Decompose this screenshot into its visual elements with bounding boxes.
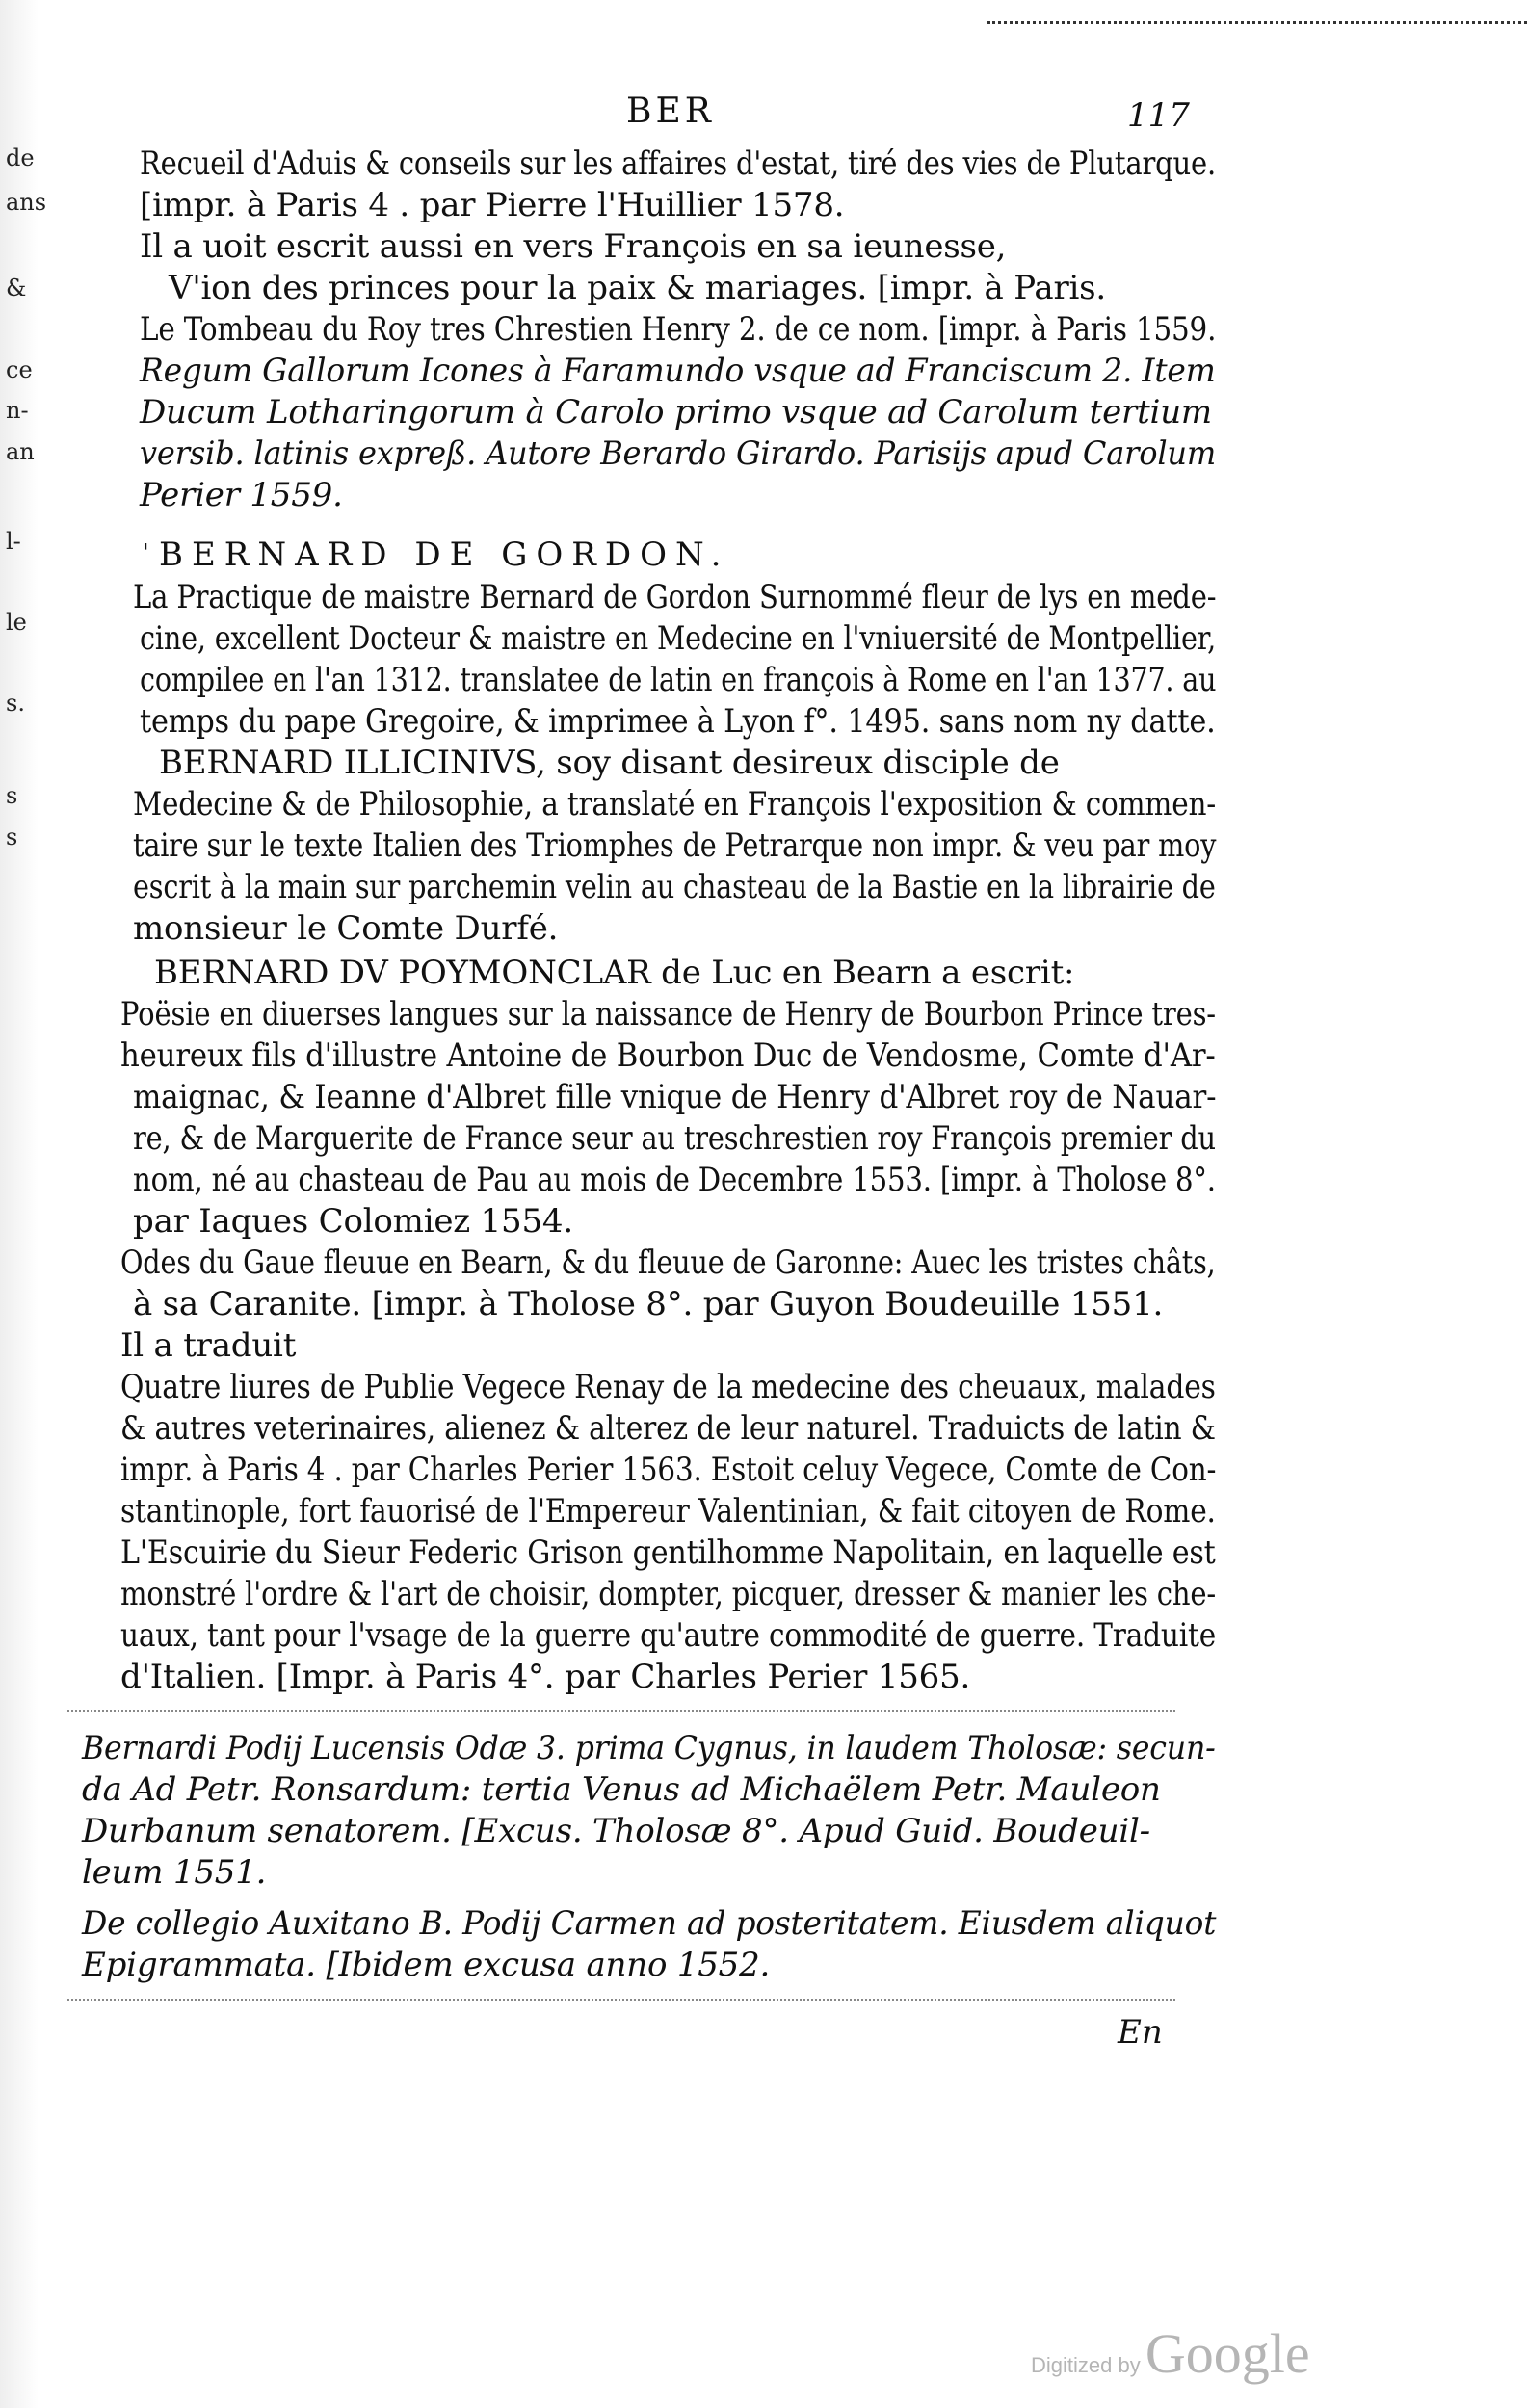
catchword: En (1118, 2013, 1163, 2052)
text-line: maignac, & Ieanne d'Albret fille vnique de Henry d'Albret roy de Nauar- (133, 1078, 1217, 1116)
text-line: leum 1551. (82, 1853, 267, 1892)
digitized-watermark (1031, 2321, 1310, 2386)
text-line: re, & de Marguerite de France seur au treschrestien roy François premier du (133, 1119, 1216, 1158)
text-line: monstré l'ordre & l'art de choisir, dompter, picquer, dresser & manier les che- (120, 1575, 1217, 1613)
text-line: Medecine & de Philosophie, a translaté en François l'exposition & commen- (133, 785, 1217, 824)
text-line: versib. latinis expreß. Autore Berardo Girardo. Parisijs apud Carolum (140, 434, 1217, 473)
text-line: Il a traduit (120, 1326, 297, 1365)
text-line: Le Tombeau du Roy tres Chrestien Henry 2. de ce nom. [impr. à Paris 1559. (140, 310, 1217, 349)
text-line: compilee en l'an 1312. translatee de latin en françois à Rome en l'an 1377. au (140, 661, 1217, 699)
text-line: Quatre liures de Publie Vegece Renay de la medecine des cheuaux, malades (120, 1368, 1216, 1406)
text-line: Odes du Gaue fleuue en Bearn, & du fleuue de Garonne: Auec les tristes châts, (120, 1243, 1216, 1282)
text-line: V'ion des princes pour la paix & mariages. [impr. à Paris. (169, 269, 1107, 307)
text-line: La Practique de maistre Bernard de Gordon Surnommé fleur de lys en mede- (133, 578, 1217, 616)
text-line: Durbanum senatorem. [Excus. Tholosæ 8°. Apud Guid. Boudeuil- (82, 1812, 1150, 1850)
section-heading: BERNARD ILLICINIVS, soy disant desireux disciple de (159, 744, 1060, 782)
margin-fragment: an (6, 438, 35, 465)
margin-fragment: & (6, 275, 27, 301)
text-line: d'Italien. [Impr. à Paris 4°. par Charles Perier 1565. (120, 1658, 971, 1696)
text-line: uaux, tant pour l'vsage de la guerre qu'autre commodité de guerre. Traduite (120, 1616, 1217, 1655)
faint-rule (67, 1710, 1175, 1712)
text-line: temps du pape Gregoire, & imprimee à Lyon f°. 1495. sans nom ny datte. (140, 702, 1216, 741)
text-line: Perier 1559. (140, 476, 343, 514)
margin-fragment: s (6, 824, 18, 851)
text-line: impr. à Paris 4 . par Charles Perier 1563. Estoit celuy Vegece, Comte de Con- (120, 1451, 1217, 1489)
margin-fragment: le (6, 609, 27, 636)
text-line: à sa Caranite. [impr. à Tholose 8°. par Guyon Boudeuille 1551. (133, 1285, 1164, 1323)
text-line: nom, né au chasteau de Pau au mois de Decembre 1553. [impr. à Tholose 8°. (133, 1161, 1216, 1199)
section-heading: BERNARD DE GORDON. (159, 536, 730, 574)
text-line: stantinople, fort fauorisé de l'Empereur Valentinian, & fait citoyen de Rome. (120, 1492, 1216, 1531)
text-line: Regum Gallorum Icones à Faramundo vsque ad Franciscum 2. Item (140, 352, 1216, 390)
margin-fragment: s. (6, 690, 25, 717)
watermark-brand: Google (1145, 2322, 1310, 2385)
margin-fragment: s (6, 782, 18, 809)
text-line: Bernardi Podij Lucensis Odæ 3. prima Cygnus, in laudem Tholosæ: secun- (82, 1729, 1216, 1767)
text-line: da Ad Petr. Ronsardum: tertia Venus ad Michaëlem Petr. Mauleon (82, 1770, 1161, 1809)
section-heading: BERNARD DV POYMONCLAR de Luc en Bearn a escrit: (154, 954, 1075, 992)
tick-mark: ' (143, 539, 149, 566)
watermark-prefix: Digitized by (1031, 2353, 1141, 2377)
text-line: L'Escuirie du Sieur Federic Grison gentilhomme Napolitain, en laquelle est (120, 1533, 1216, 1572)
torn-top-edge (987, 0, 1527, 24)
text-line: escrit à la main sur parchemin velin au chasteau de la Bastie en la librairie de (133, 868, 1216, 906)
margin-fragment: ans (6, 189, 47, 216)
text-line: Epigrammata. [Ibidem excusa anno 1552. (82, 1946, 771, 1984)
text-line: cine, excellent Docteur & maistre en Medecine en l'vniuersité de Montpellier, (140, 619, 1217, 658)
text-line: Ducum Lotharingorum à Carolo primo vsque ad Carolum tertium (140, 393, 1212, 432)
text-line: par Iaques Colomiez 1554. (133, 1202, 573, 1241)
running-head: BER (626, 92, 715, 131)
text-line: taire sur le texte Italien des Triomphes de Petrarque non impr. & veu par moy (133, 826, 1217, 865)
margin-fragment: de (6, 144, 35, 171)
faint-rule (67, 1999, 1175, 2001)
text-line: Il a uoit escrit aussi en vers François en sa ieunesse, (140, 227, 1007, 266)
page-number: 117 (1127, 96, 1190, 135)
text-line: Recueil d'Aduis & conseils sur les affaires d'estat, tiré des vies de Plutarque. (140, 144, 1217, 183)
text-line: monsieur le Comte Durfé. (133, 909, 559, 948)
text-line: Poësie en diuerses langues sur la naissance de Henry de Bourbon Prince tres- (120, 995, 1216, 1034)
text-line: heureux fils d'illustre Antoine de Bourbon Duc de Vendosme, Comte d'Ar- (120, 1036, 1216, 1075)
margin-fragment: l- (6, 528, 21, 555)
text-line: [impr. à Paris 4 . par Pierre l'Huillier 1578. (140, 186, 845, 224)
text-line: De collegio Auxitano B. Podij Carmen ad posteritatem. Eiusdem aliquot (82, 1904, 1217, 1943)
margin-fragment: n- (6, 397, 29, 424)
margin-fragment: ce (6, 356, 33, 383)
text-line: & autres veterinaires, alienez & alterez de leur naturel. Traduicts de latin & (120, 1409, 1216, 1448)
